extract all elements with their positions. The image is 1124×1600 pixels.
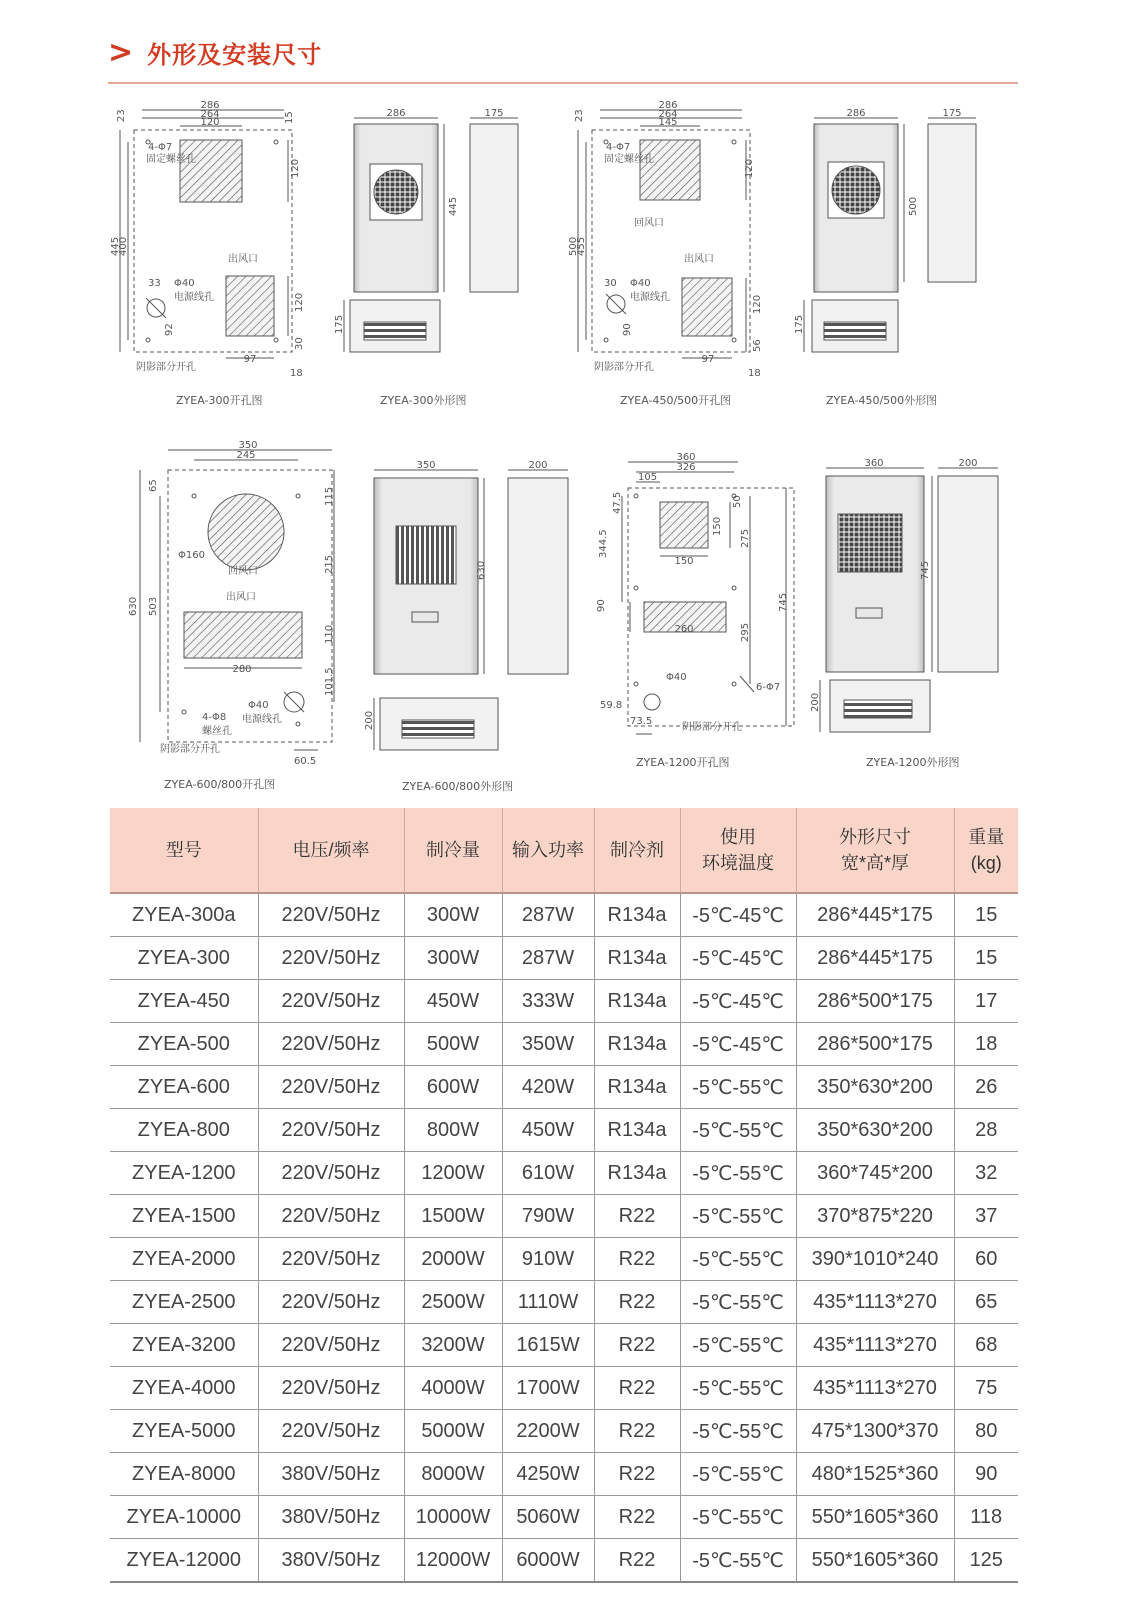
cell-model: ZYEA-500: [110, 1023, 258, 1066]
dim-upper-w: 150: [674, 556, 694, 567]
zyea600-cutout-drawing: [122, 440, 352, 770]
label-cable: 电源线孔: [174, 292, 214, 303]
cell-voltage: 220V/50Hz: [258, 1281, 404, 1324]
cell-input-power: 350W: [502, 1023, 594, 1066]
cell-input-power: 287W: [502, 893, 594, 937]
cell-dimensions: 286*445*175: [796, 893, 954, 937]
cell-temperature: -5℃-55℃: [680, 1324, 796, 1367]
cell-refrigerant: R134a: [594, 1109, 680, 1152]
cell-cooling: 800W: [404, 1109, 502, 1152]
cell-model: ZYEA-10000: [110, 1496, 258, 1539]
caption-zyea600-cutout: ZYEA-600/800开孔图: [164, 778, 276, 791]
dim-275: 275: [740, 528, 751, 548]
label-outlet: 出风口: [226, 592, 256, 603]
cell-cooling: 8000W: [404, 1453, 502, 1496]
caption-zyea450-outline: ZYEA-450/500外形图: [826, 394, 938, 407]
dim-width-outer: 286: [200, 100, 220, 111]
cell-input-power: 790W: [502, 1195, 594, 1238]
dim-depth: 200: [528, 460, 548, 471]
cell-voltage: 220V/50Hz: [258, 1109, 404, 1152]
caption-zyea300-cutout: ZYEA-300开孔图: [176, 394, 263, 407]
cell-input-power: 4250W: [502, 1453, 594, 1496]
cell-temperature: -5℃-55℃: [680, 1410, 796, 1453]
dim-top: 65: [148, 479, 159, 492]
cell-voltage: 220V/50Hz: [258, 1324, 404, 1367]
cell-temperature: -5℃-45℃: [680, 980, 796, 1023]
dim-top: 23: [574, 109, 585, 122]
cell-weight: 15: [954, 937, 1018, 980]
dim-width-inner: 245: [236, 450, 256, 461]
dim-circle-d: Φ160: [178, 550, 205, 561]
cell-voltage: 220V/50Hz: [258, 1195, 404, 1238]
cell-voltage: 220V/50Hz: [258, 1152, 404, 1195]
cell-model: ZYEA-2500: [110, 1281, 258, 1324]
spec-table: [110, 808, 1018, 1583]
cell-model: ZYEA-12000: [110, 1539, 258, 1583]
dim-depth-side: 175: [794, 314, 805, 334]
cell-model: ZYEA-8000: [110, 1453, 258, 1496]
table-row: [110, 980, 1018, 1023]
dim-cable-x: 33: [148, 278, 161, 289]
cell-dimensions: 475*1300*370: [796, 1410, 954, 1453]
header-weight: 重量 (kg): [954, 808, 1018, 893]
cell-dimensions: 286*445*175: [796, 937, 954, 980]
cell-model: ZYEA-300a: [110, 893, 258, 937]
cell-weight: 32: [954, 1152, 1018, 1195]
cell-model: ZYEA-1200: [110, 1152, 258, 1195]
cell-refrigerant: R134a: [594, 893, 680, 937]
caption-zyea600-outline: ZYEA-600/800外形图: [402, 780, 514, 793]
header-cooling: 制冷量: [404, 808, 502, 893]
cell-cooling: 2000W: [404, 1238, 502, 1281]
label-return: 回风口: [228, 566, 258, 577]
dim-width: 286: [386, 108, 406, 119]
section-header: [108, 34, 322, 70]
dim-width-outer: 350: [238, 440, 258, 451]
cell-weight: 65: [954, 1281, 1018, 1324]
table-row: [110, 893, 1018, 937]
cell-model: ZYEA-2000: [110, 1238, 258, 1281]
dim-lower-h: 120: [294, 292, 305, 312]
label-return: 回风口: [634, 218, 664, 229]
dim-left-bottom: 59.8: [600, 700, 623, 711]
dim-seg1: 115: [324, 486, 335, 506]
dim-width-inner: 326: [676, 462, 696, 473]
cell-dimensions: 550*1605*360: [796, 1496, 954, 1539]
dim-top: 47.5: [612, 491, 623, 514]
cell-cooling: 3200W: [404, 1324, 502, 1367]
dim-lower-h: 120: [752, 294, 763, 314]
cell-input-power: 287W: [502, 937, 594, 980]
dim-height: 745: [920, 560, 931, 580]
cell-temperature: -5℃-55℃: [680, 1195, 796, 1238]
dim-left-offset: 105: [638, 472, 658, 483]
caption-zyea450-cutout: ZYEA-450/500开孔图: [620, 394, 732, 407]
label-screw: 固定螺丝孔: [604, 154, 654, 165]
cell-temperature: -5℃-55℃: [680, 1539, 796, 1583]
dim-right-top: 50: [732, 495, 743, 508]
dim-cable-h: 90: [622, 323, 633, 336]
table-row: [110, 1066, 1018, 1109]
cell-weight: 125: [954, 1539, 1018, 1583]
label-shade: 阴影部分开孔: [136, 362, 196, 373]
dim-top: 23: [116, 109, 127, 122]
header-model: 型号: [110, 808, 258, 893]
dim-width: 286: [846, 108, 866, 119]
dim-width: 360: [864, 458, 884, 469]
dim-seg4: 101.5: [324, 667, 335, 696]
cell-weight: 18: [954, 1023, 1018, 1066]
dim-height-inner: 455: [576, 236, 587, 256]
cell-model: ZYEA-3200: [110, 1324, 258, 1367]
cell-input-power: 1700W: [502, 1367, 594, 1410]
header-refrigerant: 制冷剂: [594, 808, 680, 893]
header-voltage: 电压/频率: [258, 808, 404, 893]
table-row: [110, 1539, 1018, 1583]
cell-cooling: 1500W: [404, 1195, 502, 1238]
table-header-row: [110, 808, 1018, 893]
cell-weight: 90: [954, 1453, 1018, 1496]
label-screw: 螺丝孔: [202, 726, 232, 737]
dim-box-width: 145: [658, 117, 678, 128]
cell-refrigerant: R22: [594, 1195, 680, 1238]
dim-height-outer: 745: [778, 592, 789, 612]
dim-height-inner: 503: [148, 596, 159, 616]
cell-weight: 37: [954, 1195, 1018, 1238]
cell-dimensions: 435*1113*270: [796, 1324, 954, 1367]
table-row: [110, 1152, 1018, 1195]
cell-refrigerant: R22: [594, 1367, 680, 1410]
dim-depth: 200: [958, 458, 978, 469]
cell-refrigerant: R22: [594, 1324, 680, 1367]
dim-cable-d: Φ40: [630, 278, 651, 289]
cell-weight: 60: [954, 1238, 1018, 1281]
dim-height: 630: [476, 560, 487, 580]
cell-temperature: -5℃-55℃: [680, 1066, 796, 1109]
cell-refrigerant: R22: [594, 1453, 680, 1496]
table-row: [110, 1453, 1018, 1496]
label-cable: 电源线孔: [630, 292, 670, 303]
table-row: [110, 937, 1018, 980]
cell-input-power: 2200W: [502, 1410, 594, 1453]
dim-height-outer: 445: [110, 236, 121, 256]
cell-model: ZYEA-4000: [110, 1367, 258, 1410]
label-holes: 4-Φ7: [148, 142, 173, 153]
dim-cable-x: 30: [604, 278, 617, 289]
cell-cooling: 12000W: [404, 1539, 502, 1583]
cell-cooling: 5000W: [404, 1410, 502, 1453]
dim-cable-d: Φ40: [174, 278, 195, 289]
cell-dimensions: 286*500*175: [796, 1023, 954, 1066]
cell-voltage: 220V/50Hz: [258, 937, 404, 980]
cell-temperature: -5℃-55℃: [680, 1152, 796, 1195]
cell-refrigerant: R134a: [594, 1066, 680, 1109]
dim-right-top: 15: [284, 111, 295, 124]
zyea1200-cutout-drawing: [596, 452, 810, 748]
cell-cooling: 1200W: [404, 1152, 502, 1195]
dim-lower-off: 56: [752, 339, 763, 352]
cell-voltage: 220V/50Hz: [258, 1066, 404, 1109]
cell-dimensions: 480*1525*360: [796, 1453, 954, 1496]
cell-refrigerant: R134a: [594, 1152, 680, 1195]
cell-refrigerant: R22: [594, 1238, 680, 1281]
header-dimensions: 外形尺寸 宽*高*厚: [796, 808, 954, 893]
caption-zyea1200-cutout: ZYEA-1200开孔图: [636, 756, 730, 769]
dim-depth-side: 175: [334, 314, 345, 334]
dim-depth: 175: [484, 108, 504, 119]
cell-dimensions: 286*500*175: [796, 980, 954, 1023]
dim-295: 295: [740, 622, 751, 642]
cell-refrigerant: R134a: [594, 937, 680, 980]
dim-width-inner: 264: [658, 109, 678, 120]
label-holes: 4-Φ8: [202, 712, 227, 723]
cell-input-power: 1110W: [502, 1281, 594, 1324]
cell-weight: 80: [954, 1410, 1018, 1453]
cell-input-power: 6000W: [502, 1539, 594, 1583]
table-row: [110, 1410, 1018, 1453]
dim-seg2: 215: [324, 554, 335, 574]
table-row: [110, 1238, 1018, 1281]
dim-left-height: 344.5: [598, 529, 609, 558]
table-row: [110, 1109, 1018, 1152]
cell-refrigerant: R22: [594, 1410, 680, 1453]
cell-cooling: 300W: [404, 937, 502, 980]
section-title: 外形及安装尺寸: [147, 40, 323, 69]
dim-width-inner: 264: [200, 109, 220, 120]
dim-bottom-w: 97: [243, 354, 257, 365]
cell-voltage: 220V/50Hz: [258, 980, 404, 1023]
zyea300-cutout-drawing: [112, 96, 312, 386]
cell-cooling: 500W: [404, 1023, 502, 1066]
cell-weight: 118: [954, 1496, 1018, 1539]
label-screw: 固定螺丝孔: [146, 154, 196, 165]
cell-cooling: 4000W: [404, 1367, 502, 1410]
label-shade: 阴影部分开孔: [160, 744, 220, 755]
zyea300-outline-drawing: [334, 108, 540, 362]
cell-refrigerant: R134a: [594, 1023, 680, 1066]
cell-weight: 28: [954, 1109, 1018, 1152]
cell-cooling: 450W: [404, 980, 502, 1023]
cell-voltage: 380V/50Hz: [258, 1496, 404, 1539]
dim-bottom-r: 18: [748, 368, 761, 379]
cell-temperature: -5℃-55℃: [680, 1109, 796, 1152]
cell-model: ZYEA-5000: [110, 1410, 258, 1453]
dim-width-outer: 360: [676, 452, 696, 463]
dim-seg3: 110: [324, 624, 335, 644]
label-shade: 阴影部分开孔: [682, 722, 742, 733]
cell-input-power: 5060W: [502, 1496, 594, 1539]
dim-height-inner: 400: [118, 236, 129, 256]
dim-depth-side: 200: [810, 692, 821, 712]
cell-model: ZYEA-300: [110, 937, 258, 980]
cell-cooling: 10000W: [404, 1496, 502, 1539]
dim-width: 350: [416, 460, 436, 471]
label-outlet: 出风口: [684, 254, 714, 265]
cell-refrigerant: R22: [594, 1539, 680, 1583]
cell-dimensions: 360*745*200: [796, 1152, 954, 1195]
zyea1200-outline-drawing: [810, 458, 1024, 742]
dim-cable-d: Φ40: [248, 700, 269, 711]
cell-dimensions: 350*630*200: [796, 1066, 954, 1109]
cell-model: ZYEA-450: [110, 980, 258, 1023]
table-row: [110, 1195, 1018, 1238]
dim-height-outer: 630: [128, 596, 139, 616]
cell-dimensions: 370*875*220: [796, 1195, 954, 1238]
dim-box-height: 120: [744, 158, 755, 178]
cell-voltage: 220V/50Hz: [258, 1023, 404, 1066]
cell-model: ZYEA-800: [110, 1109, 258, 1152]
dim-height: 500: [908, 196, 919, 216]
chevron-right-icon: >: [108, 34, 134, 70]
dim-upper-h: 150: [712, 516, 723, 536]
cell-input-power: 420W: [502, 1066, 594, 1109]
zyea600-outline-drawing: [360, 462, 580, 752]
label-holes: 4-Φ7: [606, 142, 631, 153]
label-outlet: 出风口: [228, 254, 258, 265]
label-holes: 6-Φ7: [756, 682, 781, 693]
dim-depth: 175: [942, 108, 962, 119]
caption-zyea1200-outline: ZYEA-1200外形图: [866, 756, 960, 769]
cell-voltage: 220V/50Hz: [258, 1367, 404, 1410]
cell-refrigerant: R22: [594, 1281, 680, 1324]
cell-temperature: -5℃-45℃: [680, 893, 796, 937]
dim-box-width: 120: [200, 117, 220, 128]
cell-temperature: -5℃-45℃: [680, 1023, 796, 1066]
cell-voltage: 380V/50Hz: [258, 1453, 404, 1496]
table-row: [110, 1496, 1018, 1539]
cell-weight: 68: [954, 1324, 1018, 1367]
header-divider: [108, 82, 1018, 84]
dim-cable-h: 92: [164, 323, 175, 336]
dim-bottom-r: 60.5: [294, 756, 317, 767]
cell-model: ZYEA-1500: [110, 1195, 258, 1238]
dim-lower-off: 30: [294, 337, 305, 350]
cell-weight: 17: [954, 980, 1018, 1023]
dim-lower-h: 90: [596, 599, 607, 612]
caption-zyea300-outline: ZYEA-300外形图: [380, 394, 467, 407]
cell-temperature: -5℃-55℃: [680, 1367, 796, 1410]
cell-temperature: -5℃-55℃: [680, 1453, 796, 1496]
table-row: [110, 1281, 1018, 1324]
cell-voltage: 220V/50Hz: [258, 1410, 404, 1453]
zyea450-cutout-drawing: [570, 96, 770, 386]
dim-cable-d: Φ40: [666, 672, 687, 683]
cell-refrigerant: R22: [594, 1496, 680, 1539]
dim-bottom-w: 73.5: [630, 716, 653, 727]
cell-model: ZYEA-600: [110, 1066, 258, 1109]
cell-cooling: 300W: [404, 893, 502, 937]
cell-input-power: 450W: [502, 1109, 594, 1152]
dim-width-outer: 286: [658, 100, 678, 111]
cell-input-power: 910W: [502, 1238, 594, 1281]
cell-weight: 75: [954, 1367, 1018, 1410]
cell-input-power: 333W: [502, 980, 594, 1023]
cell-refrigerant: R134a: [594, 980, 680, 1023]
header-input-power: 输入功率: [502, 808, 594, 893]
dim-height-outer: 500: [568, 236, 579, 256]
label-shade: 阴影部分开孔: [594, 362, 654, 373]
cell-cooling: 2500W: [404, 1281, 502, 1324]
cell-voltage: 380V/50Hz: [258, 1539, 404, 1583]
cell-temperature: -5℃-55℃: [680, 1281, 796, 1324]
dim-height: 445: [448, 196, 459, 216]
table-row: [110, 1324, 1018, 1367]
dim-box-height: 120: [290, 158, 301, 178]
table-row: [110, 1367, 1018, 1410]
cell-dimensions: 435*1113*270: [796, 1281, 954, 1324]
cell-dimensions: 390*1010*240: [796, 1238, 954, 1281]
cell-weight: 26: [954, 1066, 1018, 1109]
cell-voltage: 220V/50Hz: [258, 893, 404, 937]
cell-cooling: 600W: [404, 1066, 502, 1109]
cell-weight: 15: [954, 893, 1018, 937]
dim-depth-side: 200: [364, 710, 375, 730]
table-row: [110, 1023, 1018, 1066]
cell-temperature: -5℃-55℃: [680, 1238, 796, 1281]
cell-voltage: 220V/50Hz: [258, 1238, 404, 1281]
cell-dimensions: 550*1605*360: [796, 1539, 954, 1583]
cell-temperature: -5℃-55℃: [680, 1496, 796, 1539]
label-cable: 电源线孔: [242, 714, 282, 725]
cell-input-power: 1615W: [502, 1324, 594, 1367]
dim-bottom-r: 18: [290, 368, 303, 379]
header-temperature: 使用 环境温度: [680, 808, 796, 893]
cell-dimensions: 350*630*200: [796, 1109, 954, 1152]
zyea450-outline-drawing: [794, 108, 1000, 362]
dim-bottom-w: 97: [701, 354, 715, 365]
cell-temperature: -5℃-45℃: [680, 937, 796, 980]
dim-rect-w: 280: [232, 664, 252, 675]
cell-input-power: 610W: [502, 1152, 594, 1195]
cell-dimensions: 435*1113*270: [796, 1367, 954, 1410]
dim-lower-w: 260: [674, 624, 694, 635]
